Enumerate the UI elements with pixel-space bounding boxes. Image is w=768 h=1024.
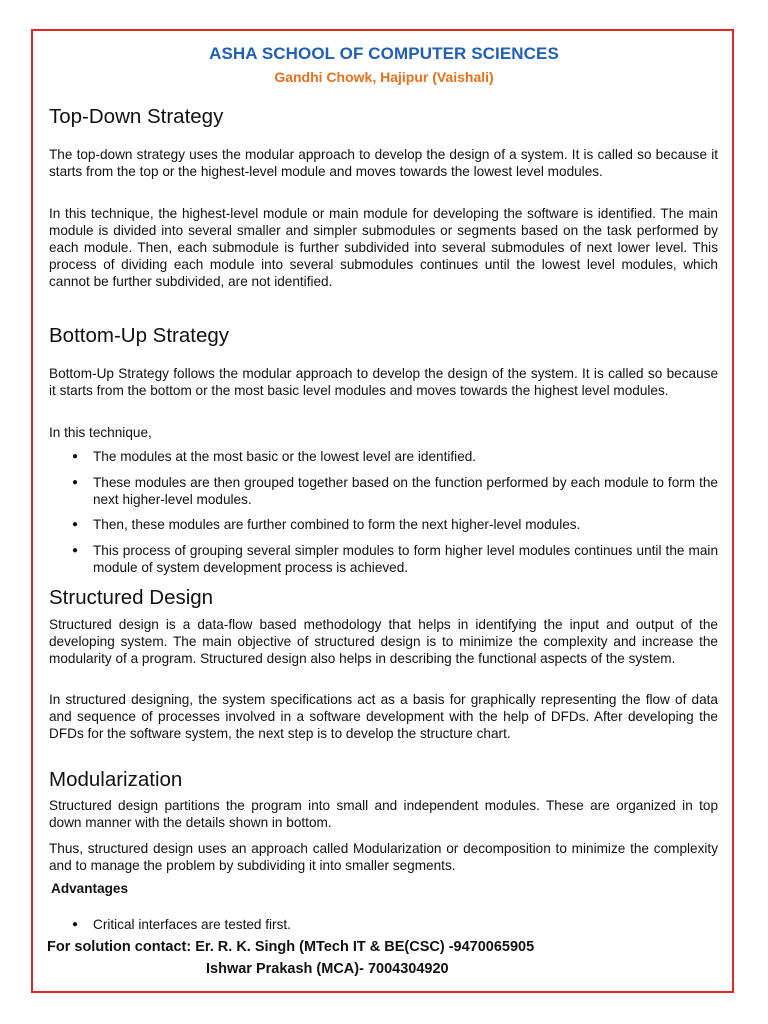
modularization-paragraph-2: Thus, structured design uses an approach called Modularization or decomposition to minimize the complexity and to manage the problem by subdividing it into smaller segments. — [49, 841, 718, 873]
bullet-icon: ● — [72, 919, 79, 930]
list-item-text: The modules at the most basic or the lowest level are identified. — [93, 449, 477, 464]
heading-top-down: Top-Down Strategy — [49, 105, 224, 128]
modularization-paragraph-1: Structured design partitions the program into small and independent modules. These are organized in top down manner with the details shown in bottom. — [49, 798, 718, 830]
bottom-up-paragraph-1: Bottom-Up Strategy follows the modular approach to develop the design of the system. It is called so because it starts from the bottom or the most basic level modules and moves towards the highest level modules. — [49, 366, 718, 398]
heading-structured-design: Structured Design — [49, 586, 214, 609]
structured-paragraph-1: Structured design is a data-flow based methodology that helps in identifying the input and output of the developing system. The main objective of structured design is to minimize the complexity and increase the modularity of a program. Structured design also helps in describing the functional aspects of the system. — [49, 617, 718, 666]
top-down-paragraph-2: In this technique, the highest-level module or main module for developing the software is identified. The main module is divided into several smaller and simpler submodules or segments based on the task performed by each module. Then, each submodule is further subdivided into several submodules of next lower level. This process of dividing each module into several submodules continues until the lowest level modules, which cannot be further subdivided, are not identified. — [49, 206, 718, 289]
structured-paragraph-2: In structured designing, the system specifications act as a basis for graphically representing the flow of data and sequence of processes involved in a software development with the help of DFDs. After developing the DFDs for the software system, the next step is to develop the structure chart. — [49, 692, 718, 741]
top-down-paragraph-1: The top-down strategy uses the modular approach to develop the design of a system. It is called so because it starts from the top or the highest-level module and moves towards the lowest level modules. — [49, 147, 718, 179]
bullet-icon: ● — [72, 545, 79, 556]
contact-line-1: For solution contact: Er. R. K. Singh (MTech IT & BE(CSC) -9470065905 — [47, 939, 535, 955]
list-item-text: This process of grouping several simpler modules to form higher level modules continues until the main module of system development process is achieved. — [93, 543, 718, 575]
contact-line-2: Ishwar Prakash (MCA)- 7004304920 — [206, 961, 449, 977]
bullet-icon: ● — [72, 477, 79, 488]
bullet-icon: ● — [72, 519, 79, 530]
heading-bottom-up: Bottom-Up Strategy — [49, 324, 230, 347]
bullet-icon: ● — [72, 451, 79, 462]
school-address: Gandhi Chowk, Hajipur (Vaishali) — [274, 69, 494, 85]
list-item-text: Then, these modules are further combined to form the next higher-level modules. — [93, 517, 581, 532]
heading-modularization: Modularization — [49, 768, 183, 791]
school-name: ASHA SCHOOL OF COMPUTER SCIENCES — [209, 44, 559, 63]
list-item-text: Critical interfaces are tested first. — [93, 917, 291, 932]
advantages-label: Advantages — [51, 881, 129, 896]
list-item-text: These modules are then grouped together based on the function performed by each module to form the next higher-level modules. — [93, 475, 718, 507]
bottom-up-paragraph-2: In this technique, — [49, 425, 152, 440]
